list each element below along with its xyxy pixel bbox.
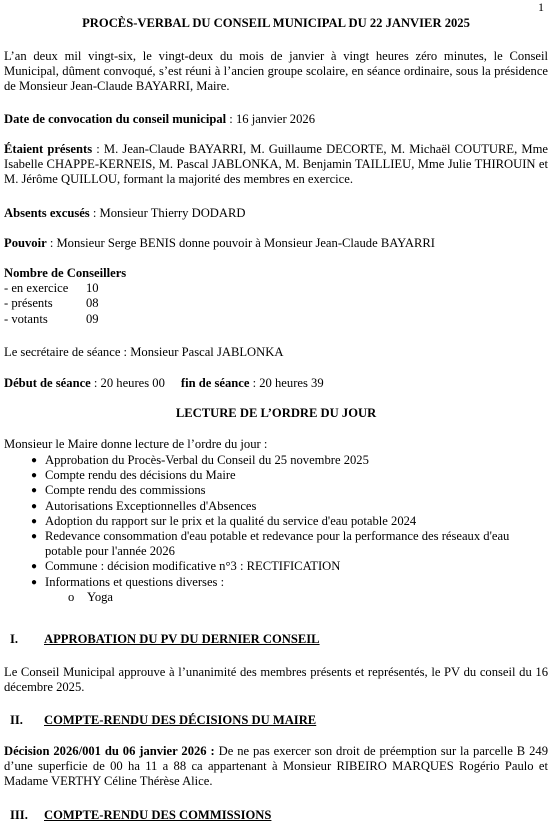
count-value: 10 — [86, 281, 99, 296]
convocation-label: Date de convocation du conseil municipal — [4, 112, 227, 126]
section-number: III. — [10, 808, 28, 822]
count-value: 09 — [86, 311, 99, 326]
presents-value: : M. Jean-Claude BAYARRI, M. Guillaume DECORTE, M. Michaël COUTURE, Mme Isabelle CHAPPE-KERNEIS, M. Pascal JABLONKA, M. Benjamin TAILLIEU, Mme Julie THIROUIN et M. Jérôme QUILLOU, formant la majorité des membres en exercice. — [4, 142, 548, 187]
pouvoir-label: Pouvoir — [4, 236, 47, 250]
list-item: ● Informations et questions diverses : — [31, 574, 225, 589]
presents-paragraph — [4, 142, 548, 188]
seance-times-line — [4, 376, 548, 391]
decision-label: Décision 2026/001 du 06 janvier 2026 : — [4, 744, 215, 758]
count-row-exercice — [4, 281, 548, 296]
convocation-value: : 16 janvier 2026 — [226, 112, 315, 126]
count-label: - en exercice — [4, 281, 69, 296]
absents-line — [4, 206, 548, 221]
list-item: ● Autorisations Exceptionnelles d'Absences — [31, 498, 257, 513]
section-title: COMPTE-RENDU DES DÉCISIONS DU MAIRE — [44, 713, 317, 727]
pouvoir-value: : Monsieur Serge BENIS donne pouvoir à Monsieur Jean-Claude BAYARRI — [46, 236, 435, 250]
decision-text: De ne pas exercer son droit de préemption sur la parcelle B 249 d’une superficie de 00 ha 11 a 88 ca appartenant à Monsieur RIBEIRO MARQUES Rogério Paulo et Madame VERTHY Céline Thérèse Alice. — [4, 744, 548, 789]
count-row-presents — [4, 296, 548, 311]
debut-value: : 20 heures 00 — [90, 376, 165, 390]
intro-paragraph: L’an deux mil vingt-six, le vingt-deux du mois de janvier à vingt heures zéro minutes, le Conseil Municipal, dûment convoqué, s’est réuni à l’ancien groupe scolaire, en séance ordinaire, sous la présidence de Monsieur Jean-Claude BAYARRI, Maire. — [4, 49, 548, 94]
section-heading-3 — [4, 808, 548, 823]
page-number: 1 — [538, 0, 544, 14]
section-heading-2 — [4, 713, 548, 728]
ordre-du-jour-list — [4, 453, 544, 605]
fin-label: fin de séance — [180, 376, 250, 390]
pouvoir-line — [4, 236, 548, 251]
count-row-votants — [4, 312, 548, 327]
bullet-icon: ● — [31, 576, 38, 588]
section-title: APPROBATION DU PV DU DERNIER CONSEIL — [44, 632, 320, 646]
convocation-line — [4, 112, 548, 127]
counts-block — [4, 266, 548, 327]
section-number: II. — [10, 713, 23, 727]
circle-bullet-icon: o — [68, 589, 75, 604]
list-item: ● Compte rendu des décisions du Maire — [31, 468, 236, 483]
counts-label: Nombre de Conseillers — [4, 266, 127, 280]
document-title: PROCÈS-VERBAL DU CONSEIL MUNICIPAL DU 22 JANVIER 2025 — [82, 16, 470, 30]
sub-list-item: o Yoga — [68, 589, 114, 604]
list-item: ● Redevance consommation d'eau potable et redevance pour la performance des réseaux d'eau potable pour l'année 2026 — [31, 529, 510, 559]
bullet-icon: ● — [31, 470, 38, 482]
bullet-icon: ● — [31, 531, 38, 543]
presents-label: Étaient présents — [4, 142, 93, 156]
ordre-du-jour-heading: LECTURE DE L’ORDRE DU JOUR — [175, 406, 377, 420]
list-item: ● Adoption du rapport sur le prix et la qualité du service d'eau potable 2024 — [31, 513, 417, 528]
count-label: - votants — [4, 311, 48, 326]
secretaire-line: Le secrétaire de séance : Monsieur Pascal JABLONKA — [4, 345, 284, 359]
section-2-body — [4, 744, 548, 790]
bullet-icon: ● — [31, 455, 38, 466]
absents-label: Absents excusés — [4, 206, 90, 220]
section-heading-1 — [4, 632, 548, 647]
section-1-body: Le Conseil Municipal approuve à l’unanimité des membres présents et représentés, le PV du conseil du 16 décembre 2025. — [4, 665, 548, 695]
section-number: I. — [10, 632, 19, 646]
list-item: ● Approbation du Procès-Verbal du Conseil du 25 novembre 2025 — [31, 453, 369, 467]
debut-label: Début de séance — [4, 376, 91, 390]
absents-value: : Monsieur Thierry DODARD — [89, 206, 246, 220]
count-value: 08 — [86, 296, 99, 311]
bullet-icon: ● — [31, 561, 38, 573]
ordre-du-jour-intro: Monsieur le Maire donne lecture de l’ordre du jour : — [4, 437, 268, 451]
bullet-icon: ● — [31, 515, 38, 527]
list-item: ● Compte rendu des commissions — [31, 483, 206, 498]
fin-value: : 20 heures 39 — [249, 376, 324, 390]
bullet-icon: ● — [31, 485, 38, 497]
list-item: ● Commune : décision modificative n°3 : RECTIFICATION — [31, 559, 341, 574]
section-title: COMPTE-RENDU DES COMMISSIONS — [44, 808, 272, 822]
count-label: - présents — [4, 296, 53, 311]
bullet-icon: ● — [31, 500, 38, 512]
